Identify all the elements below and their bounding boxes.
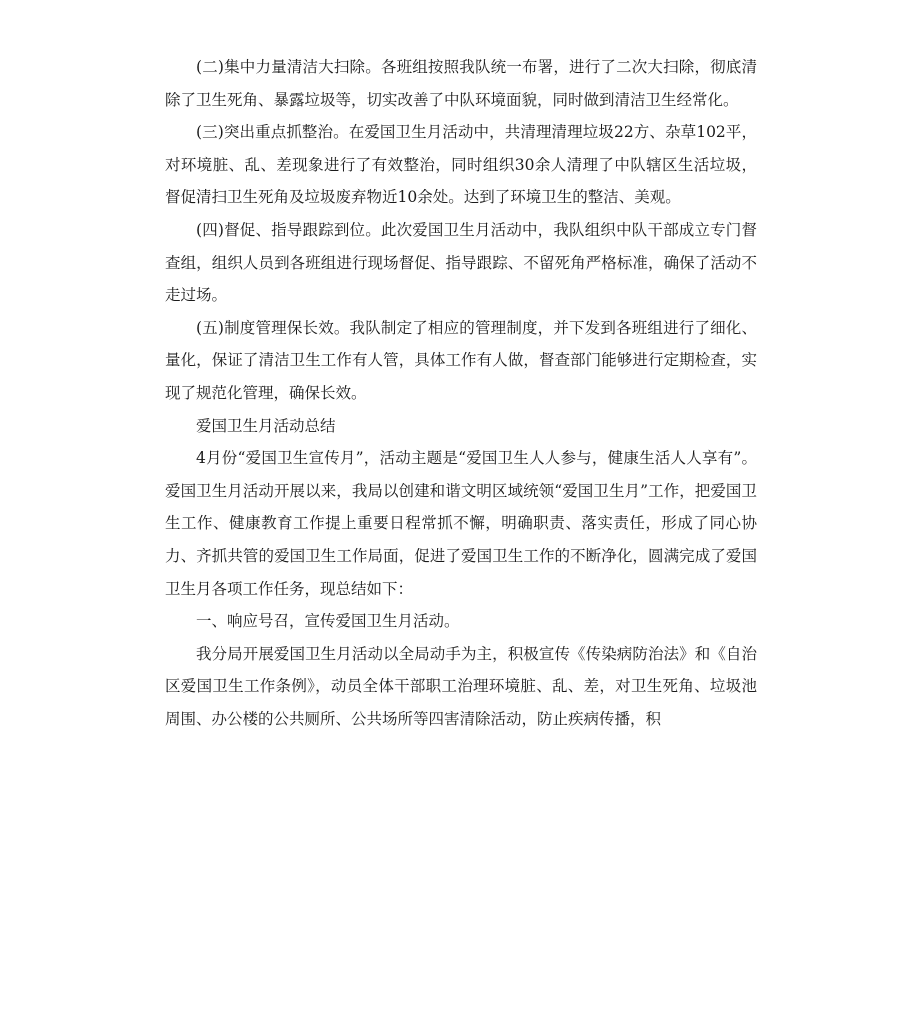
- paragraph-system-management: (五)制度管理保长效。我队制定了相应的管理制度，并下发到各班组进行了细化、量化，保证了清洁卫生工作有人管，具体工作有人做，督查部门能够进行定期检查，实现了规范化管理，确保长效。: [165, 318, 757, 402]
- paragraph-publicity: 我分局开展爱国卫生月活动以全局动手为主，积极宣传《传染病防治法》和《自治区爱国卫生工作条例》，动员全体干部职工治理环境脏、乱、差，对卫生死角、垃圾池周围、办公楼的公共厕所、公共场所等四害清除活动，防止疾病传播，积: [165, 644, 757, 728]
- paragraph-rectification: (三)突出重点抓整治。在爱国卫生月活动中，共清理清理垃圾22方、杂草102平，对环境脏、乱、差现象进行了有效整治，同时组织30余人清理了中队辖区生活垃圾，督促清扫卫生死角及垃圾废弃物近10余处。达到了环境卫生的整洁、美观。: [165, 123, 757, 207]
- paragraph-supervision: (四)督促、指导跟踪到位。此次爱国卫生月活动中，我队组织中队干部成立专门督查组，组织人员到各班组进行现场督促、指导跟踪、不留死角严格标准，确保了活动不走过场。: [165, 220, 757, 305]
- paragraph-section-one-heading: 一、响应号召，宣传爱国卫生月活动。: [196, 612, 460, 631]
- section-heading: 爱国卫生月活动总结: [196, 416, 336, 435]
- paragraph-summary-intro: 4月份“爱国卫生宣传月”，活动主题是“爱国卫生人人参与，健康生活人人享有”。爱国卫生月活动开展以来，我局以创建和谐文明区域统领“爱国卫生月”工作，把爱国卫生工作、健康教育工作提上重要日程常抓不懈，明确职责、落实责任，形成了同心协力、齐抓共管的爱国卫生工作局面，促进了爱国卫生工作的不断净化，圆满完成了爱国卫生月各项工作任务，现总结如下：: [165, 449, 757, 598]
- document-body: [165, 51, 757, 735]
- paragraph-cleanup: (二)集中力量清洁大扫除。各班组按照我队统一布署，进行了二次大扫除，彻底清除了卫生死角、暴露垃圾等，切实改善了中队环境面貌，同时做到清洁卫生经常化。: [165, 58, 757, 109]
